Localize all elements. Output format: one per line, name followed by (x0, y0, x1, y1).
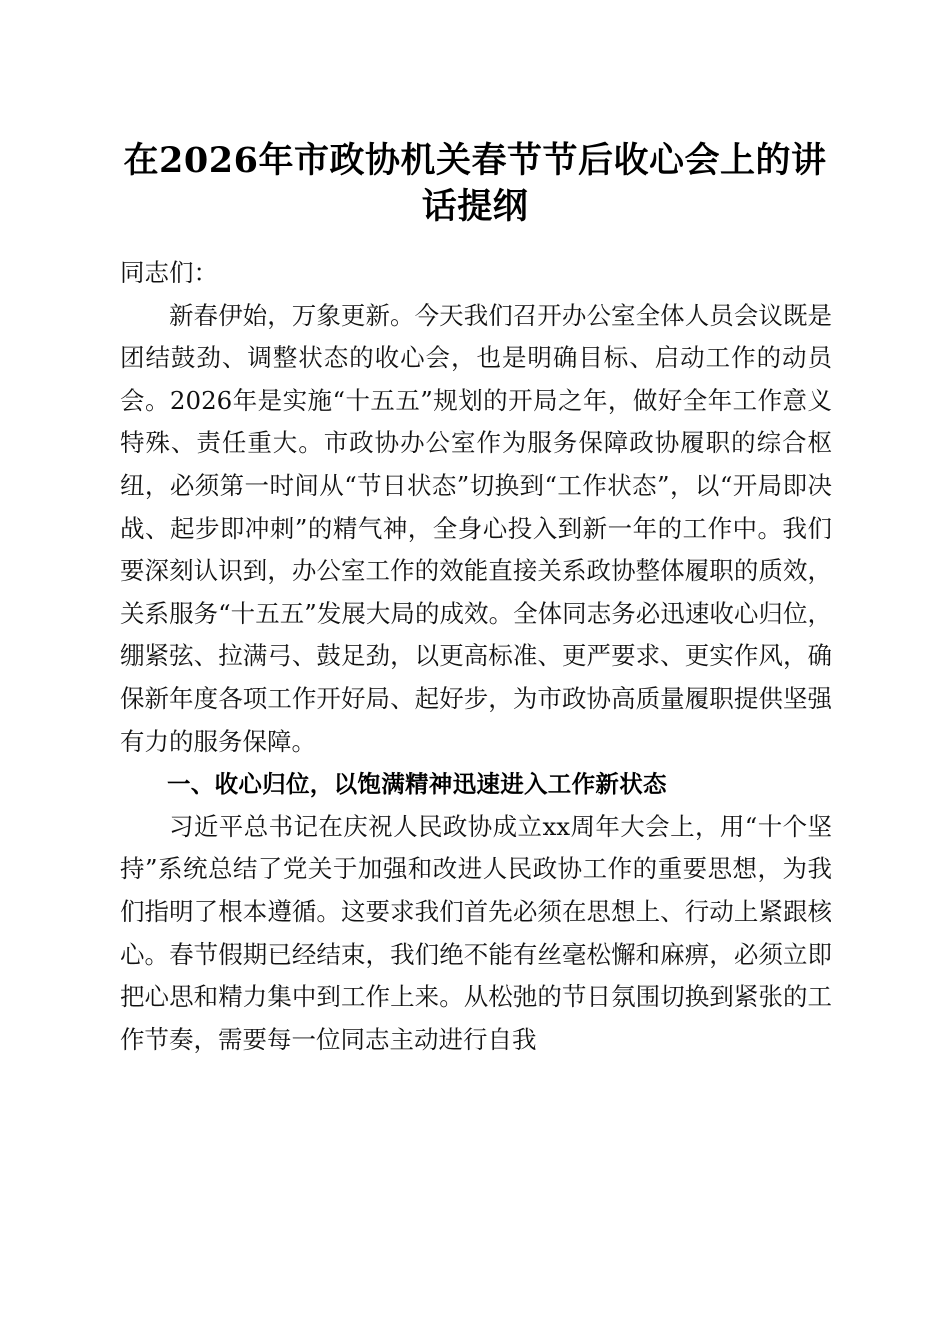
salutation: 同志们： (120, 258, 218, 287)
title-line-1: 在2026年市政协机关春节节后收心会上的讲 (123, 140, 827, 181)
document-body (120, 252, 832, 1061)
section-heading-1: 一、收心归位，以饱满精神迅速进入工作新状态 (167, 770, 667, 799)
paragraph-section-1: 习近平总书记在庆祝人民政协成立xx周年大会上，用“十个坚持”系统总结了党关于加强和改进人民政协工作的重要思想，为我们指明了根本遵循。这要求我们首先必须在思想上、行动上紧跟核心。春节假期已经结束，我们绝不能有丝毫松懈和麻痹，必须立即把心思和精力集中到工作上来。从松弛的节日氛围切换到紧张的工作节奏，需要每一位同志主动进行自我 (120, 811, 832, 1054)
document-title (110, 138, 840, 230)
paragraph-intro: 新春伊始，万象更新。今天我们召开办公室全体人员会议既是团结鼓劲、调整状态的收心会，也是明确目标、启动工作的动员会。2026年是实施“十五五”规划的开局之年，做好全年工作意义特殊、责任重大。市政协办公室作为服务保障政协履职的综合枢纽，必须第一时间从“节日状态”切换到“工作状态”，以“开局即决战、起步即冲刺”的精气神，全身心投入到新一年的工作中。我们要深刻认识到，办公室工作的效能直接关系政协整体履职的质效，关系服务“十五五”发展大局的成效。全体同志务必迅速收心归位，绷紧弦、拉满弓、鼓足劲，以更高标准、更严要求、更实作风，确保新年度各项工作开好局、起好步，为市政协高质量履职提供坚强有力的服务保障。 (120, 300, 832, 756)
title-line-2: 话提纲 (421, 186, 529, 227)
